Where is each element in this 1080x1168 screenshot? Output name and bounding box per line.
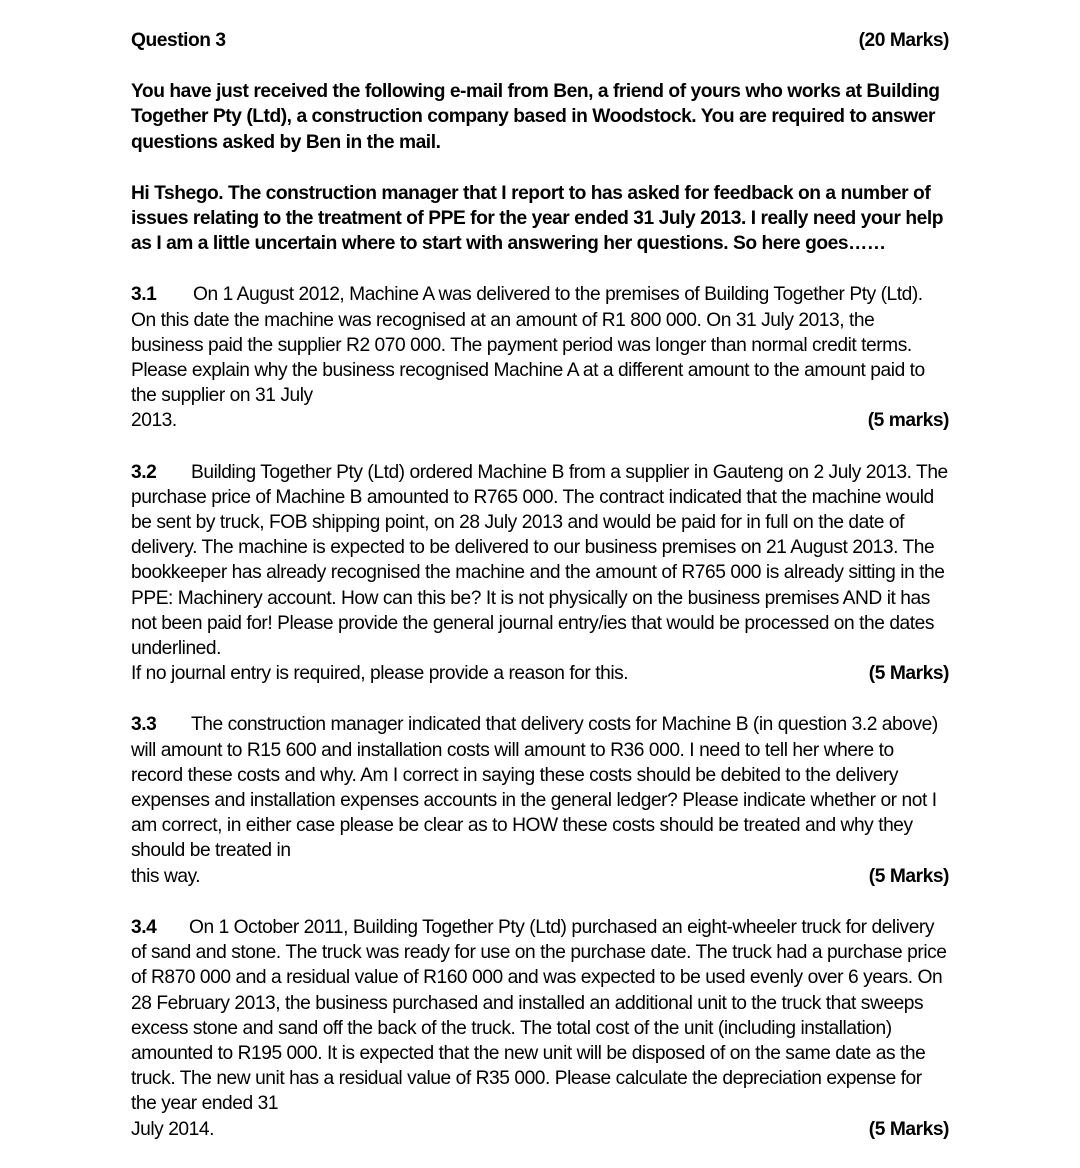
- question-marks: (5 Marks): [868, 663, 949, 685]
- question-marks: (5 Marks): [868, 865, 949, 887]
- question-number: 3.2: [131, 461, 157, 483]
- question-last-line: [131, 661, 949, 686]
- question-last-line: [131, 408, 949, 433]
- question-title: Question 3: [131, 30, 226, 51]
- question-marks: (5 marks): [867, 410, 949, 432]
- question-text-end: 2013.: [131, 410, 177, 432]
- document-page: [131, 28, 949, 1168]
- question-header: [131, 28, 949, 53]
- question-text: The construction manager indicated that delivery costs for Machine B (in question 3.2 above) will amount to R15 600 and installation costs will amount to R36 000. I need to tell her where to record these costs and why. Am I correct in saying these costs should be debited to the delivery expenses and installation expenses accounts in the general ledger? Please indicate whether or not I am correct, in either case please be clear as to HOW these costs should be treated and why they should be treated in: [131, 714, 938, 862]
- intro-paragraph: You have just received the following e-mail from Ben, a friend of yours who works at Building Together Pty (Ltd), a construction company based in Woodstock. You are required to answer questions asked by Ben in the mail.: [131, 81, 940, 153]
- question-3-2: [131, 460, 949, 687]
- question-body: [131, 282, 949, 408]
- question-last-line: [131, 864, 949, 889]
- question-text-end: If no journal entry is required, please provide a reason for this.: [131, 663, 629, 685]
- question-text-end: this way.: [131, 865, 201, 887]
- question-number: 3.3: [131, 714, 157, 736]
- total-marks: (20 Marks): [858, 30, 949, 51]
- question-number: 3.4: [131, 916, 157, 938]
- question-text-end: July 2014.: [131, 1118, 214, 1140]
- question-body: [131, 712, 949, 863]
- question-marks: (5 Marks): [868, 1118, 949, 1140]
- question-body: [131, 915, 949, 1117]
- question-3-1: [131, 282, 949, 433]
- question-number: 3.1: [131, 284, 157, 306]
- question-last-line: [131, 1117, 949, 1142]
- question-text: On 1 October 2011, Building Together Pty (Ltd) purchased an eight-wheeler truck for delivery of sand and stone. The truck was ready for use on the purchase date. The truck had a purchase price of R870 000 and a residual value of R160 000 and was expected to be used evenly over 6 years. On 28 February 2013, the business purchased and installed an additional unit to the truck that sweeps excess stone and sand off the back of the truck. The total cost of the unit (including installation) amounted to R195 000. It is expected that the new unit will be disposed of on the same date as the truck. The new unit has a residual value of R35 000. Please calculate the depreciation expense for the year ended 31: [131, 916, 947, 1115]
- question-3-3: [131, 712, 949, 888]
- question-text: Building Together Pty (Ltd) ordered Machine B from a supplier in Gauteng on 2 July 2013. The purchase price of Machine B amounted to R765 000. The contract indicated that the machine would be sent by truck, FOB shipping point, on 28 July 2013 and would be paid for in full on the date of delivery. The machine is expected to be delivered to our business premises on 21 August 2013. The bookkeeper has already recognised the machine and the amount of R765 000 is already sitting in the PPE: Machinery account. How can this be? It is not physically on the business premises AND it has not been paid for! Please provide the general journal entry/ies that would be processed on the dates underlined.: [131, 461, 948, 660]
- question-3-4: [131, 915, 949, 1142]
- question-text: On 1 August 2012, Machine A was delivered to the premises of Building Together Pty (Ltd). On this date the machine was recognised at an amount of R1 800 000. On 31 July 2013, the business paid the supplier R2 070 000. The payment period was longer than normal credit terms. Please explain why the business recognised Machine A at a different amount to the amount paid to the supplier on 31 July: [131, 284, 925, 407]
- email-greeting: Hi Tshego. The construction manager that I report to has asked for feedback on a number of issues relating to the treatment of PPE for the year ended 31 July 2013. I really need your help as I am a little uncertain where to start with answering her questions. So here goes……: [131, 182, 943, 255]
- question-body: [131, 460, 949, 662]
